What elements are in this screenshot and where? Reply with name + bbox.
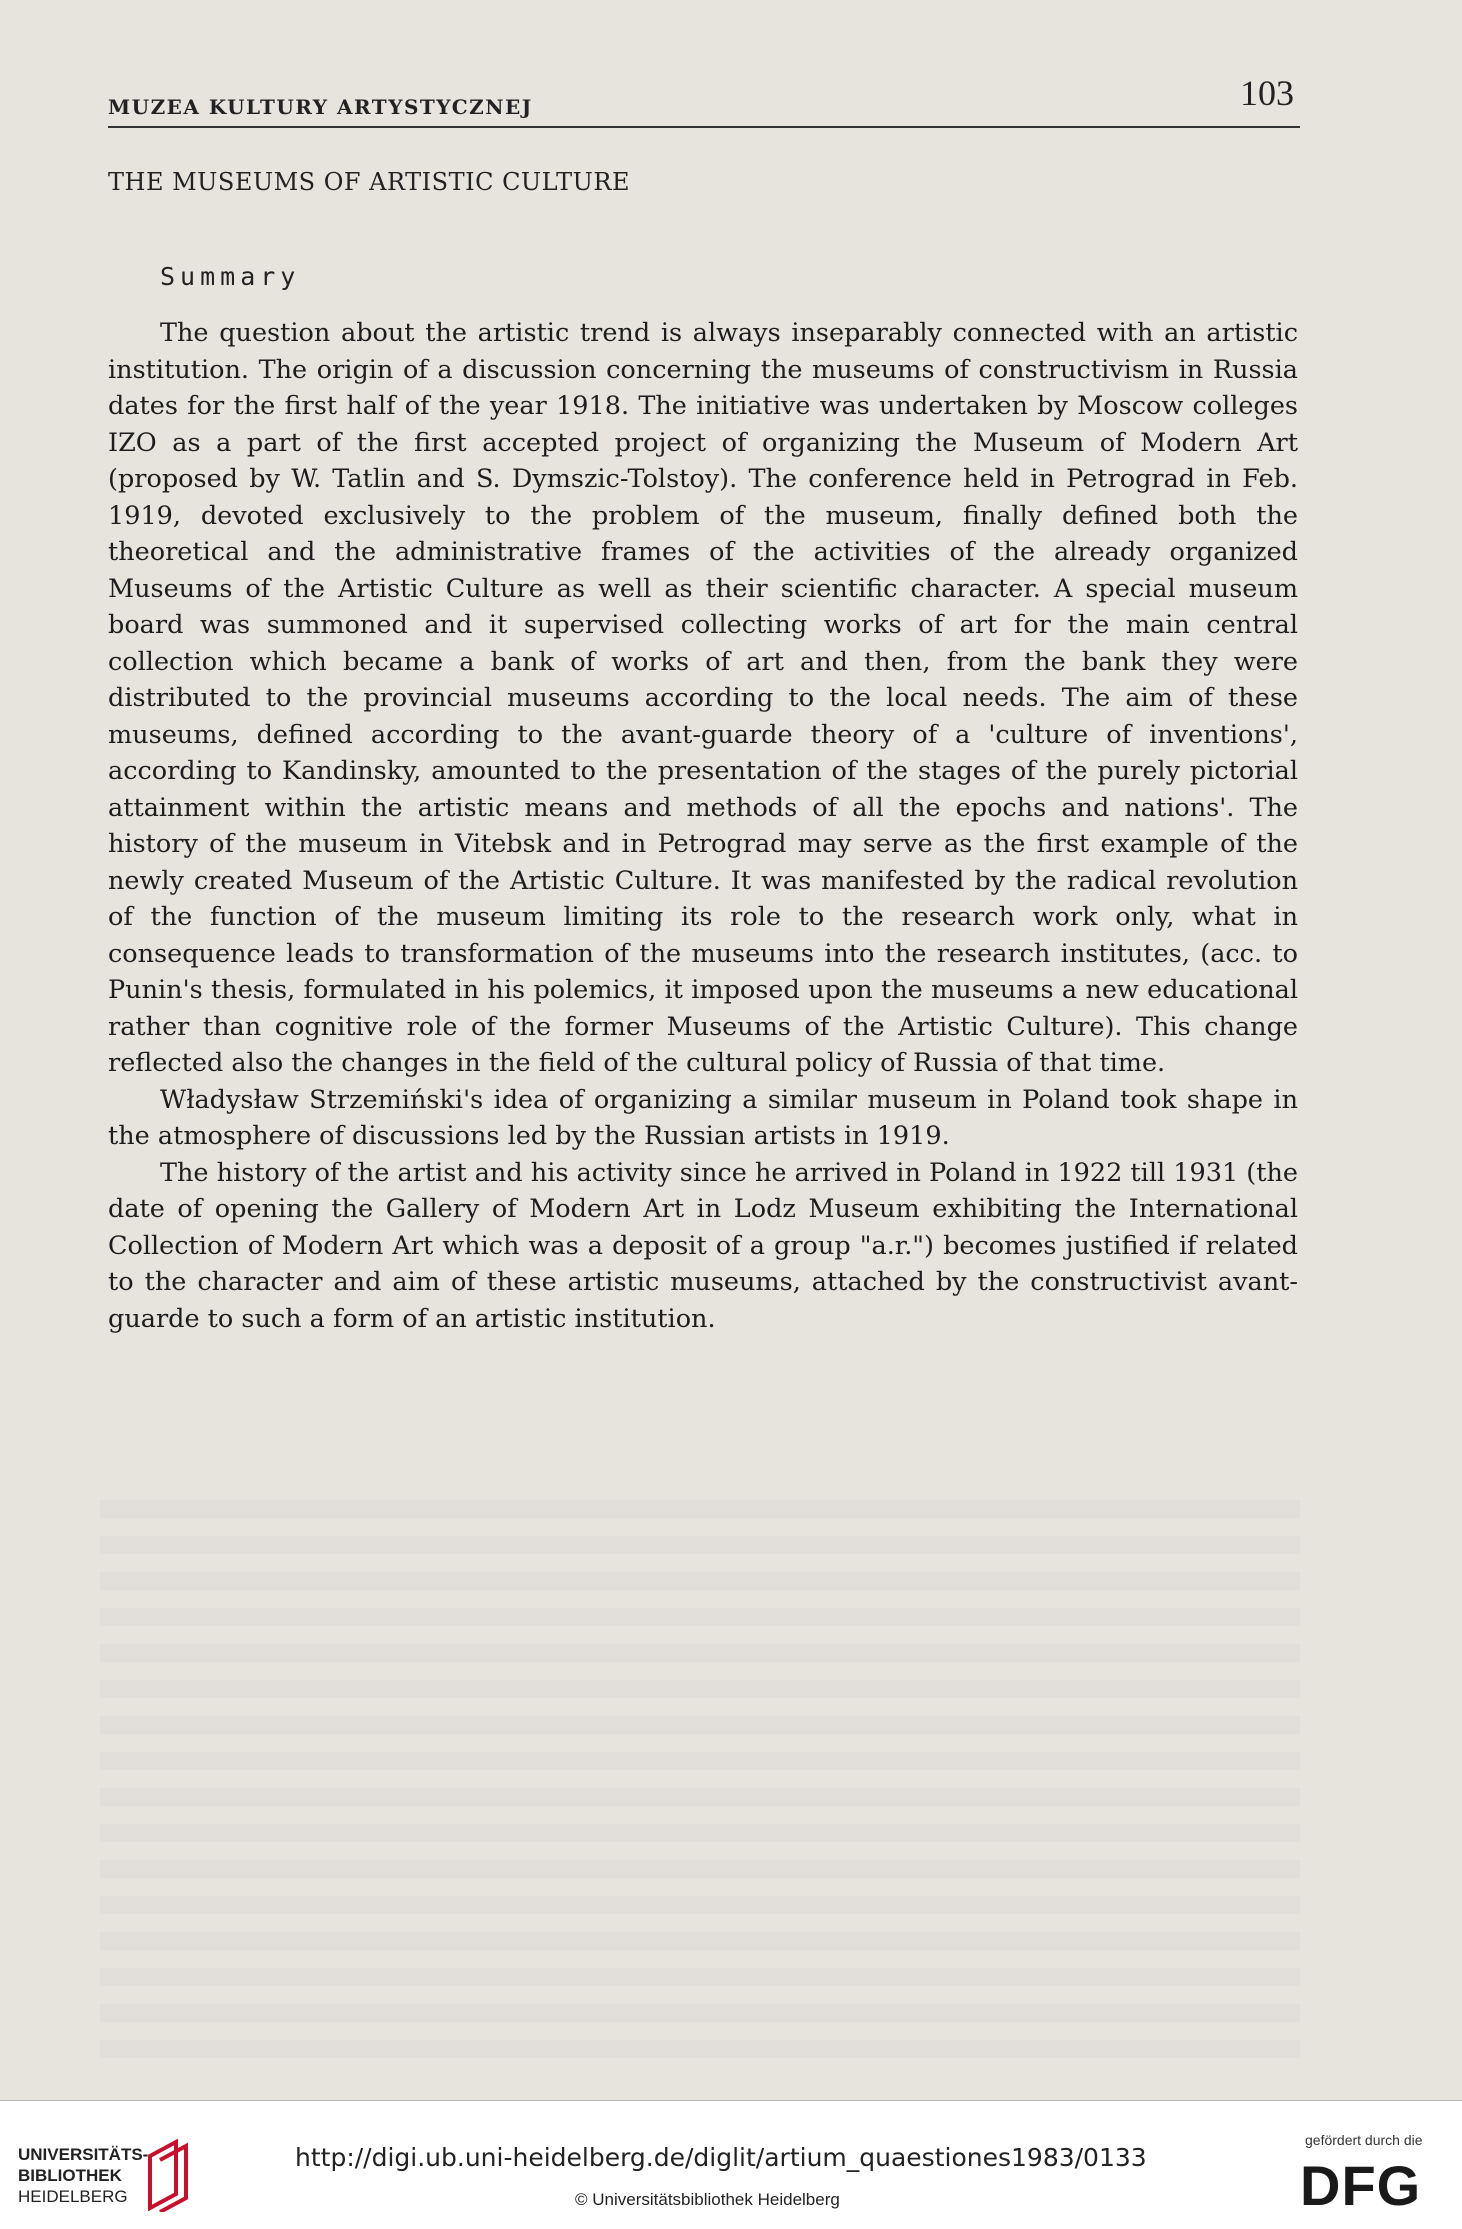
copyright-notice: © Universitätsbibliothek Heidelberg [575,2190,840,2209]
header-rule [108,126,1300,128]
dfg-logo: DFG [1300,2154,1422,2217]
running-header: MUZEA KULTURY ARTYSTYCZNEJ [108,95,533,119]
article-title: THE MUSEUMS OF ARTISTIC CULTURE [108,168,630,196]
library-mark-icon [146,2138,192,2212]
paragraph: The history of the artist and his activity since he arrived in Poland in 1922 till 1931 (the date of opening the Gallery of Modern Art in Lodz Museum exhibiting the International Collection of Modern Art which was a deposit of a group "a.r.") becomes justified if related to the character and aim of these artistic museums, attached by the constructivist avant-guarde to such a form of an artistic institution. [108,1157,1298,1334]
library-logo [18,2144,148,2207]
paragraph: The question about the artistic trend is always inseparably connected with an artistic institution. The origin of a discussion concerning the museums of constructivism in Russia dates for the first half of the year 1918. The initiative was undertaken by Moscow colleges IZO as a part of the first accepted project of organizing the Museum of Modern Art (proposed by W. Tatlin and S. Dymszic-Tolstoy). The conference held in Petrograd in Feb. 1919, devoted exclusively to the problem of the museum, finally defined both the theoretical and the administrative frames of the activities of the already organized Museums of the Artistic Culture as well as their scientific character. A special museum board was summoned and it supervised collecting works of art for the main central collection which became a bank of works of art and then, from the bank they were distributed to the provincial museums according to the local needs. The aim of these museums, defined according to the avant-guarde theory of a 'culture of inventions', according to Kandinsky, amounted to the presentation of the stages of the purely pictorial attainment within the artistic means and methods of all the epochs and nations'. The history of the museum in Vitebsk and in Petrograd may serve as the first example of the newly created Museum of the Artistic Culture. It was manifested by the radical revolution of the function of the museum limiting its role to the research work only, what in consequence leads to transformation of the museums into the research institutes, (acc. to Punin's thesis, formulated in his polemics, it imposed upon the museums a new educational rather than cognitive role of the former Museums of the Artistic Culture). This change reflected also the changes in the field of the cultural policy of Russia of that time. [108,318,1298,1078]
permalink-url[interactable]: http://digi.ub.uni-heidelberg.de/diglit/artium_quaestiones1983/0133 [295,2143,1147,2172]
summary-heading: Summary [160,262,301,291]
paragraph: Władysław Strzemiński's idea of organizing a similar museum in Poland took shape in the atmosphere of discussions led by the Russian artists in 1919. [108,1084,1298,1151]
library-name-line: HEIDELBERG [18,2187,128,2206]
article-body [108,315,1298,1337]
library-name-line: UNIVERSITÄTS- [18,2145,149,2164]
page-number: 103 [1240,73,1294,113]
show-through-texture [100,1500,1300,2060]
funder-label: gefördert durch die [1305,2132,1423,2148]
library-name-line: BIBLIOTHEK [18,2166,122,2185]
